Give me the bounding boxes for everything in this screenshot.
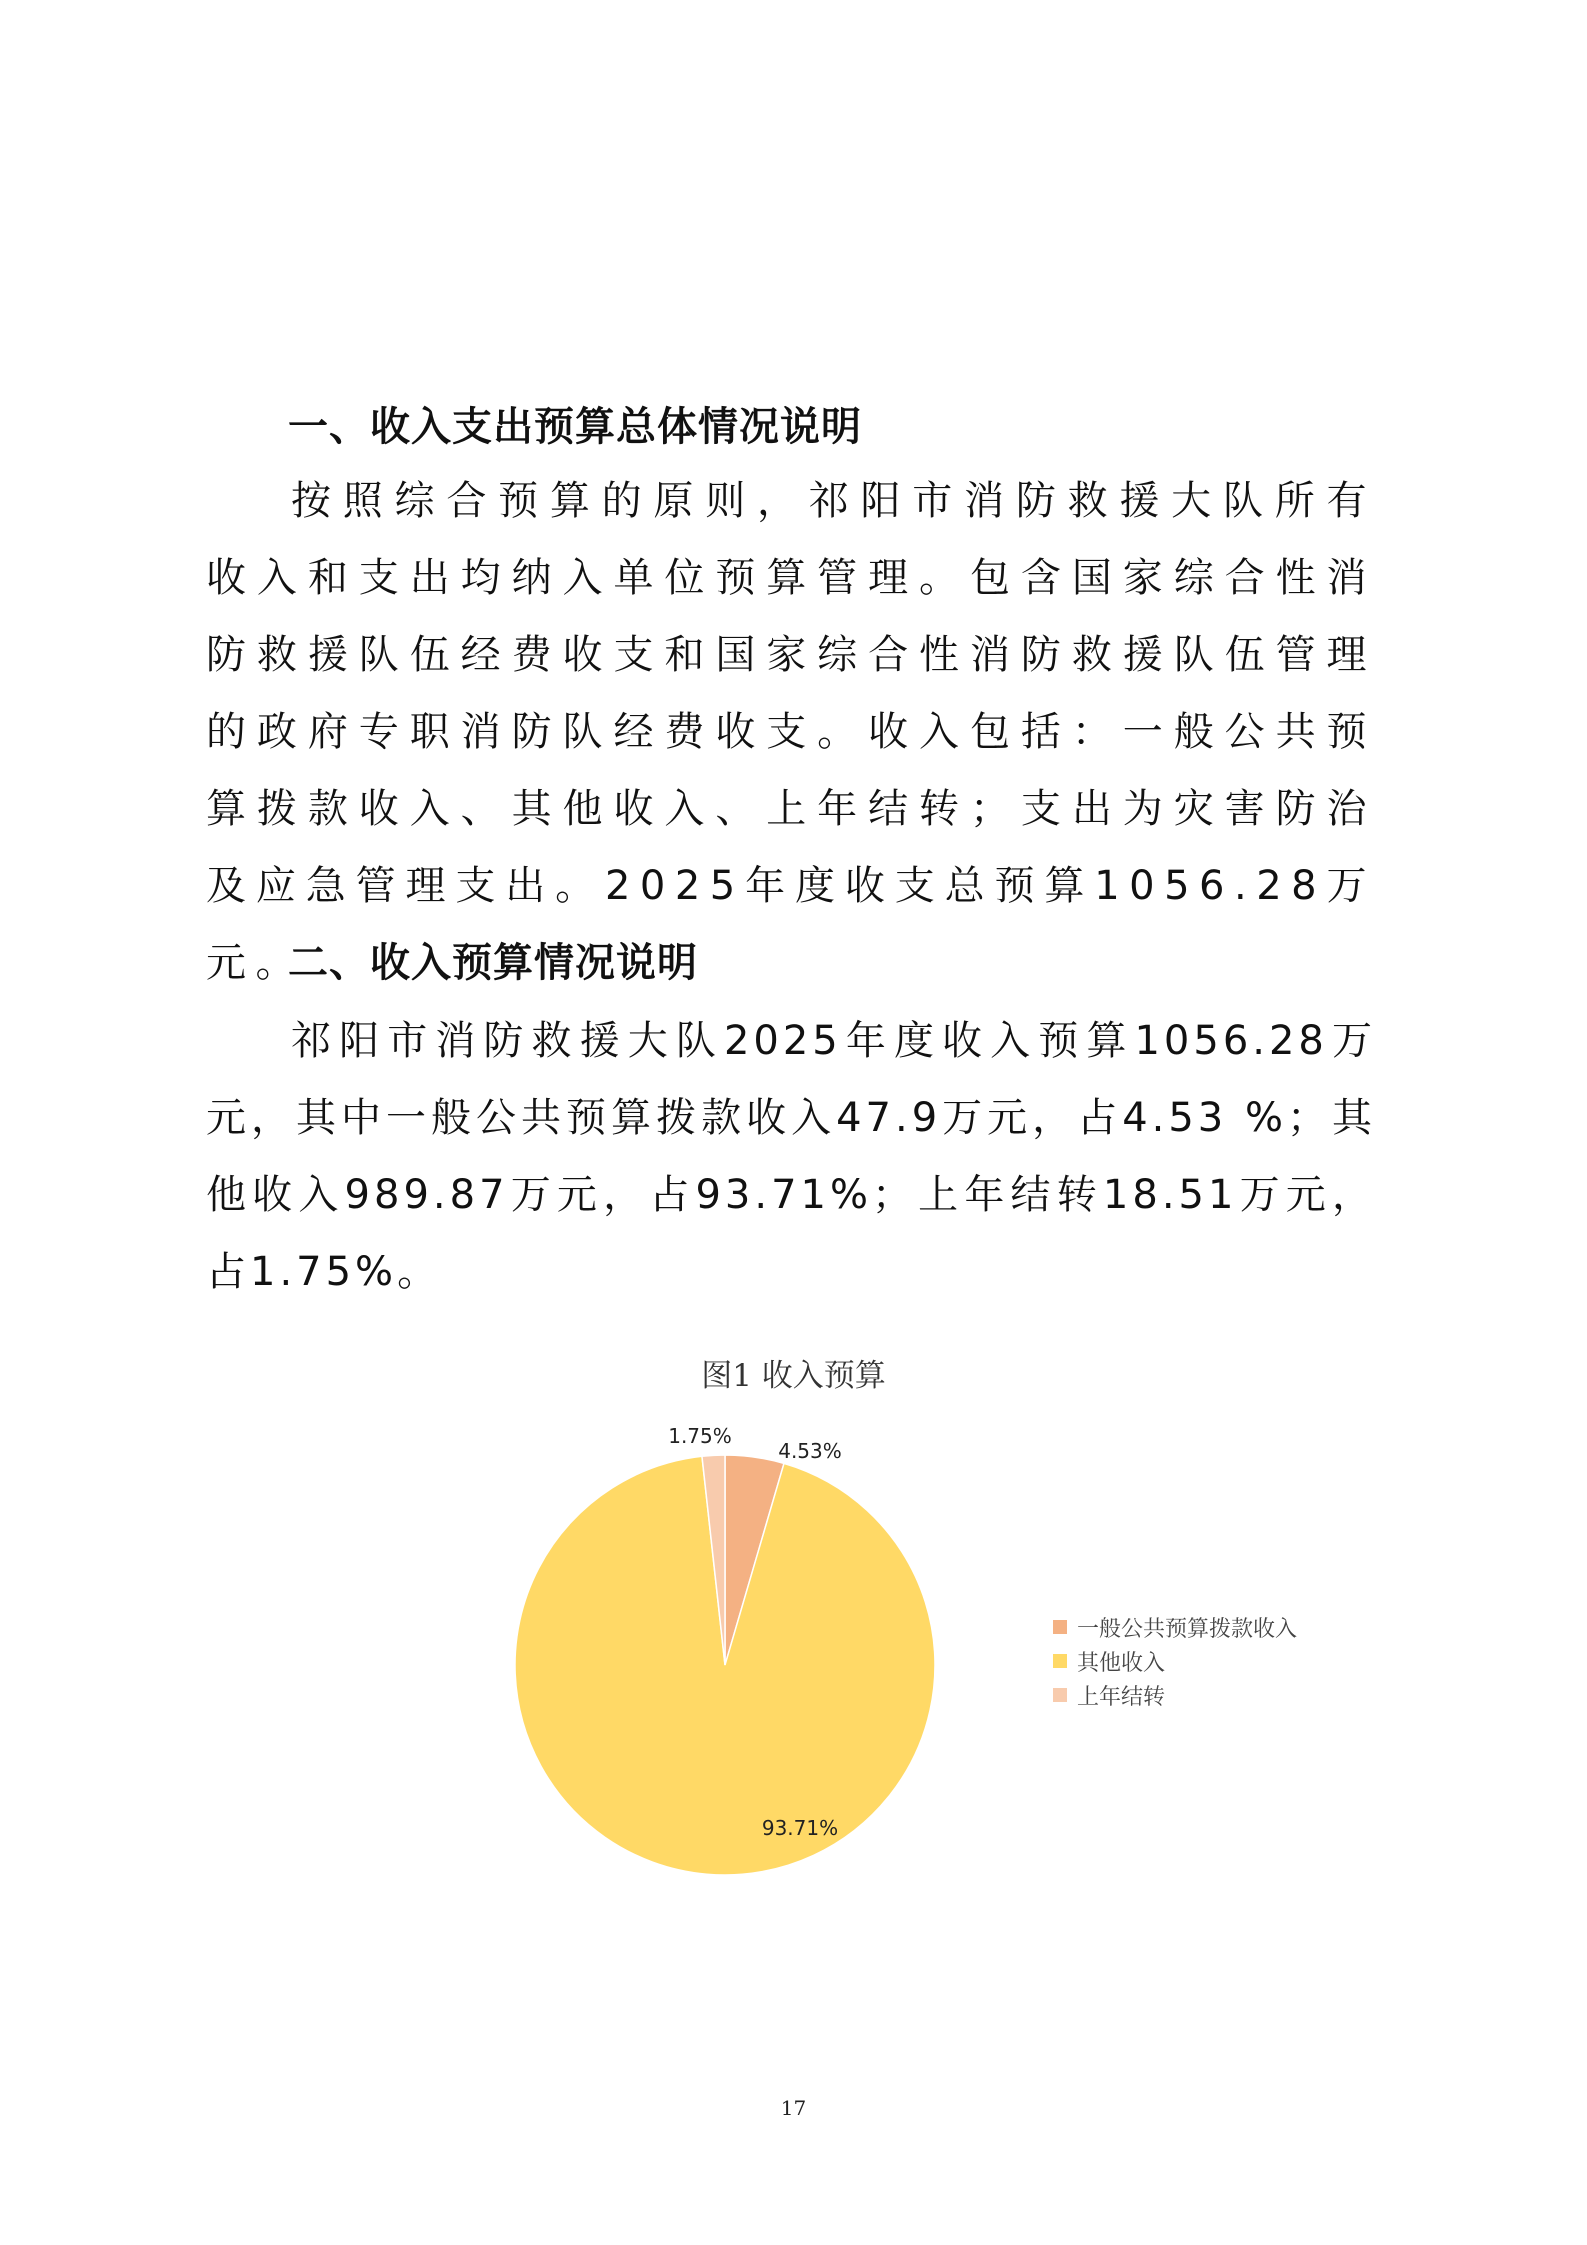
- legend-swatch: [1053, 1654, 1067, 1668]
- legend-label: 其他收入: [1077, 1650, 1166, 1676]
- legend-item: [1053, 1678, 1297, 1712]
- legend-item: [1053, 1610, 1297, 1644]
- pie-data-label: 4.53%: [778, 1439, 842, 1463]
- legend-swatch: [1053, 1688, 1067, 1702]
- section-1-body: 按照综合预算的原则，祁阳市消防救援大队所有收入和支出均纳入单位预算管理。包含国家综合性消防救援队伍经费收支和国家综合性消防救援队伍管理的政府专职消防队经费收支。收入包括：一般公共预算拨款收入、其他收入、上年结转；支出为灾害防治及应急管理支出。2025年度收支总预算1056.28万元。: [206, 478, 1376, 986]
- pie-data-label: 93.71%: [761, 1816, 839, 1840]
- pie-data-label: 1.75%: [668, 1424, 732, 1448]
- section-1-heading: 一、收入支出预算总体情况说明: [288, 404, 862, 450]
- section-2-heading: 二、收入预算情况说明: [288, 940, 698, 986]
- legend-label: 一般公共预算拨款收入: [1077, 1616, 1298, 1642]
- page-number: 17: [780, 2096, 807, 2120]
- legend-label: 上年结转: [1077, 1684, 1166, 1710]
- section-2-body: 祁阳市消防救援大队2025年度收入预算1056.28万元，其中一般公共预算拨款收入47.9万元，占4.53 %；其他收入989.87万元，占93.71%；上年结转18.51万元，占1.75%。: [206, 1018, 1376, 1295]
- chart-title: 图1 收入预算: [701, 1358, 886, 1394]
- chart-legend: [1053, 1610, 1297, 1712]
- legend-item: [1053, 1644, 1297, 1678]
- legend-swatch: [1053, 1620, 1067, 1634]
